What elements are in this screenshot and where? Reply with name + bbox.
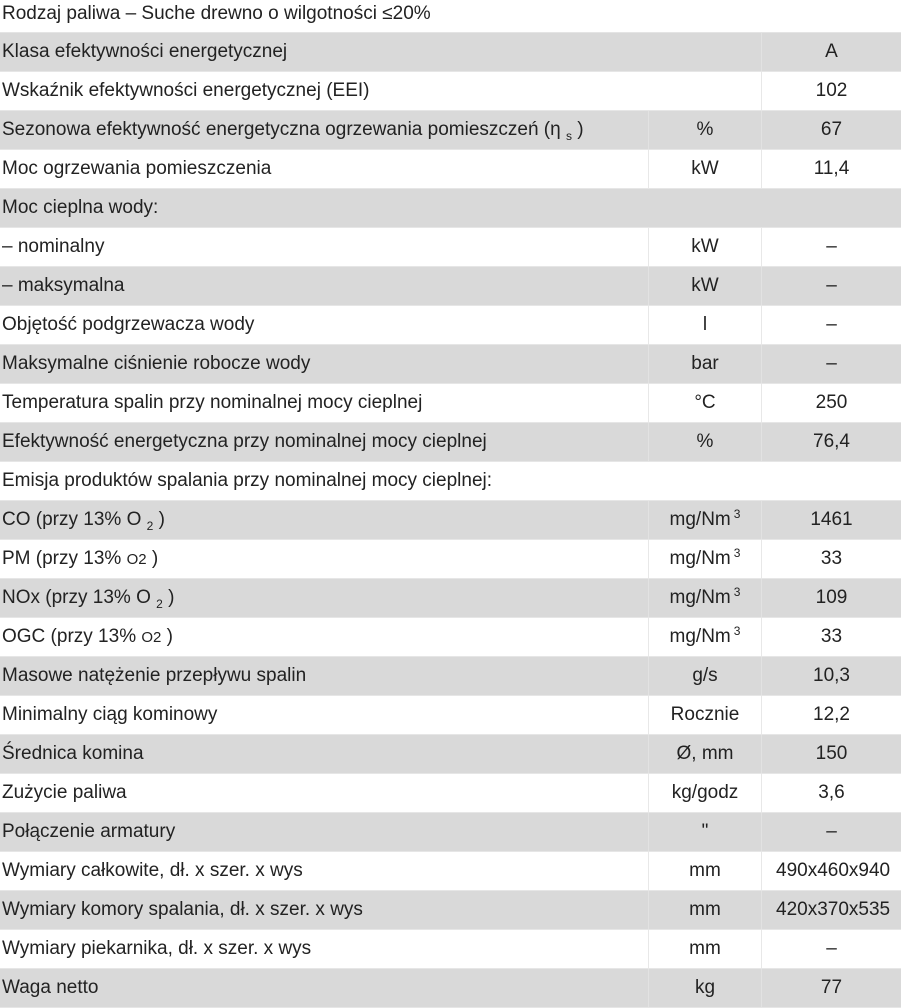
row-value: 1461 xyxy=(761,501,901,539)
row-value: 12,2 xyxy=(761,696,901,734)
row-value: 3,6 xyxy=(761,774,901,812)
row-value: 250 xyxy=(761,384,901,422)
row-unit: Ø, mm xyxy=(648,735,761,773)
table-row xyxy=(0,891,901,930)
table-row xyxy=(0,267,901,306)
table-row xyxy=(0,345,901,384)
row-value: – xyxy=(761,228,901,266)
row-unit: mm xyxy=(648,852,761,890)
row-unit: bar xyxy=(648,345,761,383)
row-value: 420x370x535 xyxy=(761,891,901,929)
row-value: 33 xyxy=(761,540,901,578)
table-row xyxy=(0,189,901,228)
table-row xyxy=(0,969,901,1008)
superscript: 3 xyxy=(733,624,741,638)
table-row xyxy=(0,813,901,852)
row-label: Średnica komina xyxy=(2,743,144,764)
row-label: Moc ogrzewania pomieszczenia xyxy=(2,158,272,179)
row-value: 150 xyxy=(761,735,901,773)
row-value: – xyxy=(761,306,901,344)
row-label: Sezonowa efektywność energetyczna ogrzewania pomieszczeń (η $_s$ ) xyxy=(2,119,584,143)
row-value: 67 xyxy=(761,111,901,149)
row-label: Objętość podgrzewacza wody xyxy=(2,314,255,335)
row-value: 10,3 xyxy=(761,657,901,695)
table-row xyxy=(0,696,901,735)
row-label: Efektywność energetyczna przy nominalnej mocy cieplnej xyxy=(2,431,487,452)
row-unit: mg/Nm $^3$ xyxy=(648,540,761,578)
row-label: Temperatura spalin przy nominalnej mocy cieplnej xyxy=(2,392,423,413)
row-label: Masowe natężenie przepływu spalin xyxy=(2,665,307,686)
row-label: – maksymalna xyxy=(2,275,125,296)
row-value: A xyxy=(761,33,901,71)
row-unit: % xyxy=(648,111,761,149)
table-row xyxy=(0,33,901,72)
row-label: Emisja produktów spalania przy nominalnej mocy cieplnej: xyxy=(2,470,493,491)
table-row xyxy=(0,72,901,111)
row-unit: kW xyxy=(648,150,761,188)
row-label: Waga netto xyxy=(2,977,99,998)
row-value: 102 xyxy=(761,72,901,110)
table-row xyxy=(0,111,901,150)
row-unit: Rocznie xyxy=(648,696,761,734)
caption-text: Rodzaj paliwa – Suche drewno o wilgotności ≤20% xyxy=(2,3,431,24)
row-label: OGC (przy 13% O2 ) xyxy=(2,626,173,647)
subscript: O2 xyxy=(141,629,162,646)
table-row xyxy=(0,735,901,774)
row-unit: mm xyxy=(648,930,761,968)
table-row xyxy=(0,384,901,423)
row-label: Połączenie armatury xyxy=(2,821,176,842)
row-unit: mg/Nm $^3$ xyxy=(648,501,761,539)
row-unit: kg xyxy=(648,969,761,1007)
row-value: – xyxy=(761,813,901,851)
table-row xyxy=(0,306,901,345)
row-label: Minimalny ciąg kominowy xyxy=(2,704,218,725)
row-label: – nominalny xyxy=(2,236,105,257)
row-unit: % xyxy=(648,423,761,461)
row-label: Wskaźnik efektywności energetycznej (EEI) xyxy=(2,80,370,101)
row-value: – xyxy=(761,930,901,968)
row-unit: °C xyxy=(648,384,761,422)
table-row xyxy=(0,150,901,189)
row-unit: kg/godz xyxy=(648,774,761,812)
subscript: 2 xyxy=(156,596,163,611)
superscript: 3 xyxy=(733,585,741,599)
row-label: Maksymalne ciśnienie robocze wody xyxy=(2,353,311,374)
subscript: O2 xyxy=(126,551,147,568)
row-unit: g/s xyxy=(648,657,761,695)
table-caption xyxy=(0,0,901,33)
table-row xyxy=(0,462,901,501)
table-row xyxy=(0,579,901,618)
row-label: Klasa efektywności energetycznej xyxy=(2,41,288,62)
row-unit: l xyxy=(648,306,761,344)
row-label: Moc cieplna wody: xyxy=(2,197,159,218)
row-value: 33 xyxy=(761,618,901,656)
row-value: 490x460x940 xyxy=(761,852,901,890)
table-row xyxy=(0,423,901,462)
table-row xyxy=(0,501,901,540)
table-row xyxy=(0,930,901,969)
table-row xyxy=(0,774,901,813)
row-unit: kW xyxy=(648,267,761,305)
row-label: NOx (przy 13% O $_2$ ) xyxy=(2,587,175,611)
row-value: 77 xyxy=(761,969,901,1007)
table-row xyxy=(0,228,901,267)
row-unit: " xyxy=(648,813,761,851)
row-unit: kW xyxy=(648,228,761,266)
table-body xyxy=(0,33,901,1008)
superscript: 3 xyxy=(733,546,741,560)
table-row xyxy=(0,657,901,696)
row-label: Wymiary piekarnika, dł. x szer. x wys xyxy=(2,938,312,959)
row-value: – xyxy=(761,267,901,305)
subscript: 2 xyxy=(146,518,154,533)
row-value: 109 xyxy=(761,579,901,617)
subscript: s xyxy=(565,128,572,143)
row-unit: mg/Nm $^3$ xyxy=(648,618,761,656)
row-value: – xyxy=(761,345,901,383)
row-label: Zużycie paliwa xyxy=(2,782,127,803)
superscript: 3 xyxy=(733,507,741,521)
table-row xyxy=(0,852,901,891)
table-row xyxy=(0,618,901,657)
row-label: Wymiary komory spalania, dł. x szer. x wys xyxy=(2,899,363,920)
row-value: 76,4 xyxy=(761,423,901,461)
row-unit: mm xyxy=(648,891,761,929)
row-unit: mg/Nm $^3$ xyxy=(648,579,761,617)
row-value: 11,4 xyxy=(761,150,901,188)
row-label: CO (przy 13% O $_2$ ) xyxy=(2,509,165,533)
row-label: PM (przy 13% O2 ) xyxy=(2,548,159,569)
row-label: Wymiary całkowite, dł. x szer. x wys xyxy=(2,860,303,881)
table-row xyxy=(0,540,901,579)
